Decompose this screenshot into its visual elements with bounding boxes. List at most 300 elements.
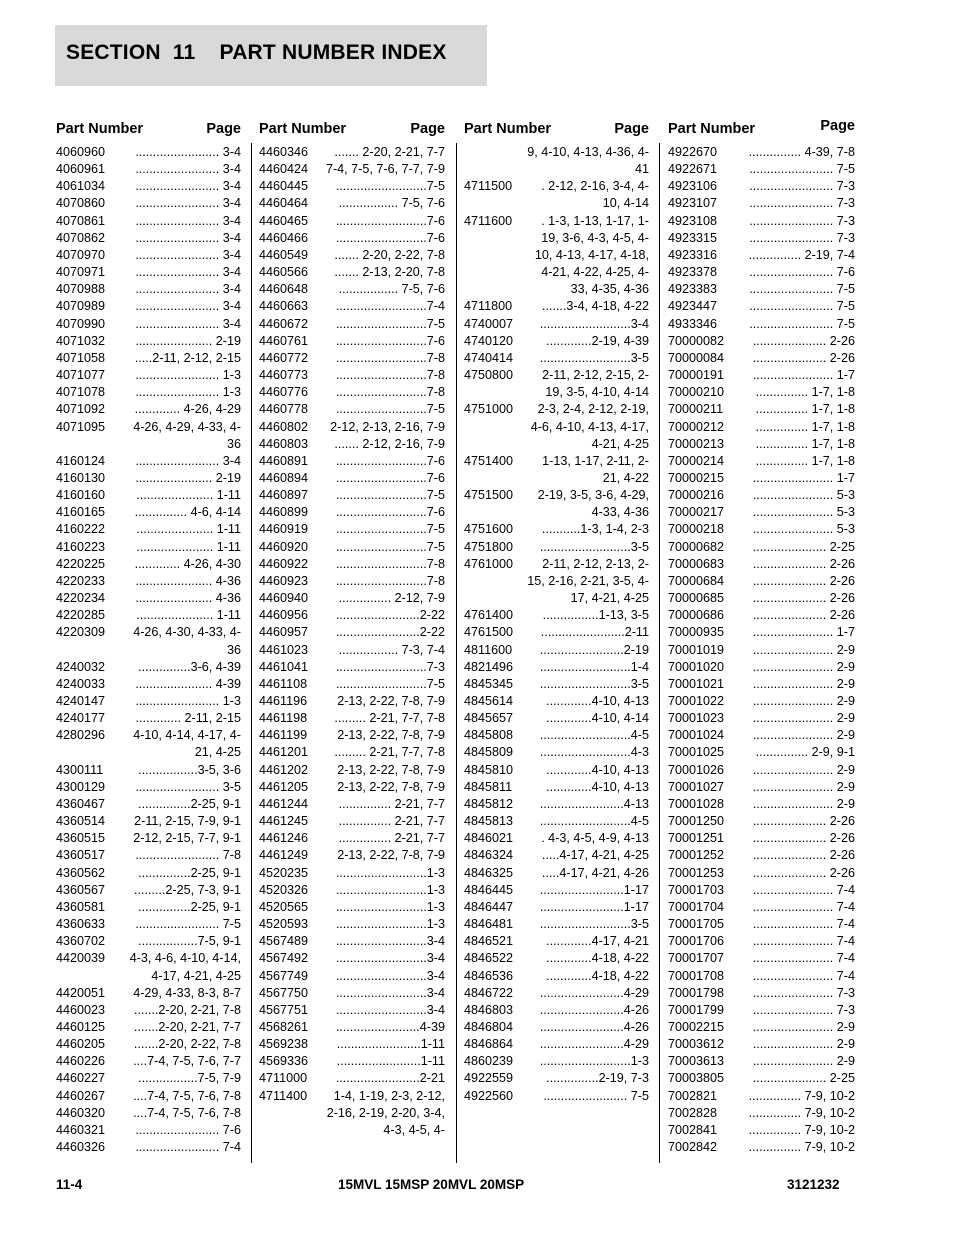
index-entry	[464, 796, 649, 813]
index-entry	[464, 401, 649, 452]
part-number: 70001707	[668, 951, 725, 966]
part-number: 70001025	[668, 745, 725, 760]
page-reference: 2-11, 2-12, 2-13, 2-15, 2-16, 2-21, 3-5, 4-17, 4-21, 4-25	[527, 556, 649, 606]
index-entry	[668, 316, 855, 333]
page-reference: ........................ 3-4	[135, 247, 241, 262]
page-reference: ..........................3-4	[335, 934, 445, 949]
page-reference: ........................2-11	[540, 625, 649, 640]
index-entry	[56, 916, 241, 933]
page-reference: 2-13, 2-22, 7-8, 7-9	[337, 762, 445, 777]
index-entry	[464, 899, 649, 916]
page-reference: ............... 2-9, 9-1	[755, 745, 855, 760]
part-number: 4070861	[56, 213, 106, 228]
part-number: 4220225	[56, 556, 106, 571]
page-reference: ..........................7-8	[335, 368, 445, 383]
index-entry	[668, 213, 855, 230]
page-reference: ....................... 7-3	[752, 1002, 855, 1017]
part-number: 4070989	[56, 299, 106, 314]
part-number: 4761000	[464, 556, 514, 571]
column-divider	[659, 143, 660, 1163]
index-entry	[668, 487, 855, 504]
column-divider	[251, 143, 252, 1163]
page-reference: ........................ 7-5	[749, 316, 855, 331]
part-number: 4460326	[56, 1140, 106, 1155]
page-reference: ..........................3-4	[335, 968, 445, 983]
index-entry	[668, 195, 855, 212]
part-number: 70003805	[668, 1071, 725, 1086]
index-entry	[259, 676, 445, 693]
part-number: 4160165	[56, 505, 106, 520]
page-reference: ..........................7-5	[335, 539, 445, 554]
index-entry	[464, 762, 649, 779]
page-reference: ....... 2-20, 2-21, 7-7	[334, 145, 445, 159]
page-reference: ..........................4-5	[539, 814, 649, 829]
page-reference: . 4-3, 4-5, 4-9, 4-13	[541, 831, 649, 846]
index-entry	[56, 539, 241, 556]
index-entry	[464, 968, 649, 985]
page-reference: ............... 1-7, 1-8	[755, 385, 855, 400]
index-entry	[464, 882, 649, 899]
page-reference: ..................... 2-25	[752, 539, 855, 554]
footer-page-number: 11-4	[56, 1177, 83, 1192]
index-entry	[668, 350, 855, 367]
part-number: 4711000	[259, 1071, 308, 1086]
page-reference: 9, 4-10, 4-13, 4-36, 4-41	[527, 145, 649, 177]
part-number: 4070988	[56, 282, 106, 297]
page-reference: ....................... 1-7	[752, 625, 855, 640]
part-number: 4460023	[56, 1002, 106, 1017]
page-reference: .............2-19, 4-39	[546, 333, 649, 348]
page-reference: ........................ 3-4	[135, 230, 241, 245]
part-number: 70001704	[668, 899, 725, 914]
page-reference: ...................... 4-36	[135, 573, 241, 588]
page-reference: ....................... 2-9	[752, 796, 855, 811]
index-entry	[668, 1053, 855, 1070]
index-entry	[259, 1019, 445, 1036]
page-reference: ..........................3-4	[539, 316, 649, 331]
page-reference: ..........................7-5	[335, 522, 445, 537]
index-entry	[56, 933, 241, 950]
index-entry	[464, 453, 649, 487]
part-number: 70001027	[668, 779, 725, 794]
index-entry	[464, 487, 649, 521]
part-number: 4071078	[56, 385, 106, 400]
index-entry	[259, 401, 445, 418]
part-number: 4845811	[464, 779, 513, 794]
page-reference: ........................ 7-5	[543, 1088, 649, 1103]
part-number: 4061034	[56, 179, 106, 194]
page-reference: .............4-10, 4-14	[546, 711, 649, 726]
index-entry	[464, 779, 649, 796]
index-entry	[259, 590, 445, 607]
part-number: 4846447	[464, 899, 514, 914]
part-number: 4160223	[56, 539, 106, 554]
index-entry	[56, 453, 241, 470]
index-entry	[668, 1122, 855, 1139]
part-number: 4567749	[259, 968, 309, 983]
part-number: 70000212	[668, 419, 725, 434]
index-entry	[259, 213, 445, 230]
index-entry	[56, 178, 241, 195]
part-number: 4460894	[259, 470, 309, 485]
index-entry	[668, 470, 855, 487]
page-reference: ..................... 2-26	[752, 350, 855, 365]
page-reference: 2-13, 2-22, 7-8, 7-9	[337, 694, 445, 708]
page-reference: ....................... 5-3	[752, 488, 855, 503]
page-reference: 2-13, 2-22, 7-8, 7-9	[337, 779, 445, 794]
page-reference: ..........................7-8	[335, 573, 445, 588]
part-number-heading: Part Number	[464, 121, 552, 137]
index-entry	[56, 521, 241, 538]
part-number: 4460566	[259, 265, 309, 280]
page-reference: .......2-20, 2-22, 7-8	[133, 1037, 241, 1052]
index-entry	[259, 968, 445, 985]
part-number: 4846864	[464, 1037, 514, 1052]
part-number: 70000211	[668, 402, 724, 417]
part-number: 70000191	[668, 368, 725, 383]
index-entry	[56, 1053, 241, 1070]
part-number: 4060961	[56, 162, 106, 177]
page-reference: .............4-18, 4-22	[546, 968, 649, 983]
index-entry	[259, 1036, 445, 1053]
index-entry	[464, 1019, 649, 1036]
page-reference: ................. 7-5, 7-6	[338, 282, 445, 297]
page-reference: ........................ 7-3	[749, 213, 855, 228]
part-number: 4360467	[56, 796, 106, 811]
index-entry	[56, 985, 241, 1002]
index-entry	[259, 195, 445, 212]
part-number: 70001798	[668, 985, 725, 1000]
index-column-4	[668, 118, 855, 1156]
page-reference: ....................... 5-3	[752, 522, 855, 537]
page-reference: ........................4-29	[539, 1037, 649, 1052]
part-number: 4160222	[56, 522, 106, 537]
page-reference: 2-13, 2-22, 7-8, 7-9	[337, 728, 445, 743]
index-entry	[464, 865, 649, 882]
index-entry	[259, 333, 445, 350]
page-reference: ........................ 7-6	[749, 265, 855, 280]
part-number: 4846521	[464, 934, 514, 949]
index-entry	[668, 676, 855, 693]
part-number: 70001022	[668, 694, 725, 708]
index-entry	[668, 882, 855, 899]
index-entry	[259, 316, 445, 333]
index-entry	[464, 916, 649, 933]
part-number: 4460672	[259, 316, 309, 331]
index-entry	[668, 401, 855, 418]
part-number: 4460772	[259, 350, 309, 365]
page-reference: ........................ 7-3	[749, 196, 855, 211]
index-entry	[668, 333, 855, 350]
page-reference: ...................... 1-11	[136, 539, 241, 554]
page-reference: .......2-20, 2-21, 7-8	[133, 1002, 241, 1017]
index-entry	[668, 161, 855, 178]
part-number: 4460802	[259, 419, 309, 434]
part-number: 4220233	[56, 573, 106, 588]
part-number: 4070970	[56, 247, 106, 262]
part-number: 4923447	[668, 299, 718, 314]
part-number: 4821496	[464, 659, 514, 674]
part-number: 4460920	[259, 539, 309, 554]
part-number: 4460891	[259, 453, 309, 468]
index-entry	[668, 985, 855, 1002]
page-reference: ..........................7-6	[335, 470, 445, 485]
page-reference: ...........1-3, 1-4, 2-3	[541, 522, 649, 537]
index-entry	[56, 882, 241, 899]
page-reference: .............4-18, 4-22	[546, 951, 649, 966]
index-entry	[259, 161, 445, 178]
page-reference: ..................... 2-26	[752, 608, 855, 623]
part-number: 4420039	[56, 951, 106, 966]
index-entry	[668, 384, 855, 401]
index-entry	[259, 813, 445, 830]
index-entry	[56, 470, 241, 487]
page-reference: ..........................4-3	[539, 745, 649, 760]
part-number: 4761400	[464, 608, 514, 623]
part-number: 4845809	[464, 745, 514, 760]
index-entry	[56, 367, 241, 384]
index-entry	[56, 590, 241, 607]
page-reference: ............... 2-12, 7-9	[338, 591, 445, 606]
index-entry	[56, 247, 241, 264]
page-reference: ....................... 7-4	[752, 917, 855, 932]
index-entry	[259, 230, 445, 247]
page-reference: ....7-4, 7-5, 7-6, 7-8	[133, 1088, 241, 1103]
part-number: 4923316	[668, 247, 718, 262]
part-number: 70000084	[668, 350, 725, 365]
index-entry	[56, 830, 241, 847]
page-reference: ........................4-29	[539, 985, 649, 1000]
index-entry	[56, 710, 241, 727]
page-reference: ..........................1-4	[539, 659, 649, 674]
part-number: 4567751	[259, 1002, 309, 1017]
part-number: 4923383	[668, 282, 718, 297]
index-entry	[668, 710, 855, 727]
index-entry	[259, 281, 445, 298]
part-number: 4160160	[56, 488, 106, 503]
page-reference: ........................ 3-4	[135, 265, 241, 280]
index-entry	[259, 247, 445, 264]
page-reference: ............... 7-9, 10-2	[748, 1122, 855, 1137]
index-entry	[56, 419, 241, 453]
index-entry	[464, 830, 649, 847]
part-number: 4460919	[259, 522, 309, 537]
page-reference: ........................1-17	[539, 882, 649, 897]
part-number: 70001251	[668, 831, 725, 846]
page-reference: .............4-10, 4-13	[546, 779, 649, 794]
index-entry	[668, 590, 855, 607]
page-reference: ....................... 7-4	[752, 951, 855, 966]
index-entry	[668, 813, 855, 830]
part-number: 70000216	[668, 488, 725, 503]
part-number: 4460803	[259, 436, 309, 451]
index-entry	[56, 847, 241, 864]
part-number: 70003612	[668, 1037, 725, 1052]
part-number: 70001799	[668, 1002, 725, 1017]
part-number: 70000217	[668, 505, 725, 520]
page-reference: ..................... 2-26	[752, 814, 855, 829]
part-number: 4845813	[464, 814, 514, 829]
page-reference: ........................ 3-5	[135, 779, 241, 794]
index-entry	[259, 624, 445, 641]
part-number: 4461108	[259, 676, 308, 691]
page-reference: ........................4-39	[335, 1019, 445, 1034]
index-entry	[668, 607, 855, 624]
page-reference: ....................... 2-9	[752, 642, 855, 657]
page-reference: ..........................7-8	[335, 556, 445, 571]
page-reference: ............... 2-21, 7-7	[338, 796, 445, 811]
part-number: 4846481	[464, 917, 514, 932]
page-reference: ........................2-22	[335, 625, 445, 640]
part-number: 4846325	[464, 865, 514, 880]
index-entry	[668, 230, 855, 247]
index-entry	[56, 607, 241, 624]
part-number: 4520565	[259, 899, 309, 914]
part-number: 70001703	[668, 882, 725, 897]
index-entry	[56, 659, 241, 676]
column-header	[56, 118, 241, 144]
index-entry	[668, 178, 855, 195]
part-number: 4240147	[56, 694, 106, 708]
part-number: 70000218	[668, 522, 725, 537]
index-entry	[259, 144, 445, 161]
part-number: 4280296	[56, 728, 106, 743]
index-entry	[56, 676, 241, 693]
page-reference: ......... 2-21, 7-7, 7-8	[334, 711, 445, 726]
page-reference: ................. 7-3, 7-4	[338, 642, 445, 657]
page-reference: ........................ 7-8	[135, 848, 241, 863]
part-number: 4071092	[56, 402, 106, 417]
part-number: 4860239	[464, 1054, 514, 1069]
part-number: 4070971	[56, 265, 106, 280]
part-number: 70001252	[668, 848, 725, 863]
part-number: 4460761	[259, 333, 309, 348]
part-number: 70001706	[668, 934, 725, 949]
index-entry	[56, 762, 241, 779]
index-entry	[668, 744, 855, 761]
part-number: 4460346	[259, 145, 309, 159]
index-entry	[259, 744, 445, 761]
index-entry	[668, 1002, 855, 1019]
page-reference: 4-26, 4-29, 4-33, 4-36	[133, 419, 241, 451]
page-reference: .....4-17, 4-21, 4-25	[541, 848, 649, 863]
index-entry	[56, 727, 241, 761]
part-number: 4923108	[668, 213, 718, 228]
page-reference: ............... 1-7, 1-8	[755, 402, 855, 417]
index-entry	[464, 333, 649, 350]
page-reference: ............... 1-7, 1-8	[755, 419, 855, 434]
page-reference: .......2-20, 2-21, 7-7	[133, 1019, 241, 1034]
index-entry	[668, 1088, 855, 1105]
part-number: 70000686	[668, 608, 725, 623]
index-entry	[259, 830, 445, 847]
page-reference: ..........................1-3	[335, 899, 445, 914]
index-entry	[464, 1002, 649, 1019]
page-reference: ........................ 3-4	[135, 196, 241, 211]
page-reference: ........................4-26	[539, 1019, 649, 1034]
page-reference: ........................2-22	[335, 608, 445, 623]
index-column-1	[56, 118, 241, 1156]
page-reference: .....2-11, 2-12, 2-15	[134, 350, 241, 365]
index-entry	[56, 213, 241, 230]
index-entry	[259, 470, 445, 487]
index-entry	[259, 419, 445, 436]
page-reference: ....7-4, 7-5, 7-6, 7-7	[133, 1054, 241, 1069]
page-reference: .................7-5, 7-9	[138, 1071, 241, 1086]
part-number: 70001023	[668, 711, 725, 726]
page-reference: ............. 4-26, 4-29	[134, 402, 241, 417]
page-reference: ........................ 3-4	[135, 299, 241, 314]
part-number: 4569336	[259, 1054, 309, 1069]
part-number: 4923106	[668, 179, 718, 194]
part-number: 4567492	[259, 951, 309, 966]
page-reference: .........2-25, 7-3, 9-1	[133, 882, 241, 897]
part-number: 4460466	[259, 230, 309, 245]
index-entry	[259, 350, 445, 367]
index-entry	[668, 436, 855, 453]
page-reference: ....................... 1-7	[752, 368, 855, 383]
index-entry	[668, 1070, 855, 1087]
index-entry	[259, 367, 445, 384]
page-heading: Page	[614, 121, 649, 137]
index-entry	[56, 779, 241, 796]
index-entry	[56, 1036, 241, 1053]
index-entry	[259, 1002, 445, 1019]
index-entry	[668, 830, 855, 847]
page-reference: ...................... 4-36	[135, 591, 241, 606]
page-reference: ..........................7-5	[335, 179, 445, 194]
page-reference: ........................ 3-4	[135, 453, 241, 468]
index-entry	[668, 556, 855, 573]
page-reference: ....7-4, 7-5, 7-6, 7-8	[133, 1105, 241, 1120]
part-number: 4460205	[56, 1037, 106, 1052]
index-entry	[668, 916, 855, 933]
part-number: 70001705	[668, 917, 725, 932]
index-entry	[464, 933, 649, 950]
part-number: 4460227	[56, 1071, 106, 1086]
index-entry	[56, 573, 241, 590]
page-reference: ....................... 7-4	[752, 968, 855, 983]
index-entry	[259, 642, 445, 659]
page-reference: 1-4, 1-19, 2-3, 2-12, 2-16, 2-19, 2-20, 3-4, 4-3, 4-5, 4-	[326, 1088, 445, 1137]
part-number: 4160124	[56, 453, 106, 468]
part-number: 4711800	[464, 299, 513, 314]
index-entry	[259, 865, 445, 882]
index-entry	[56, 264, 241, 281]
index-entry	[259, 607, 445, 624]
page-reference: ........................1-17	[539, 899, 649, 914]
page-reference: 2-13, 2-22, 7-8, 7-9	[337, 848, 445, 863]
index-entry	[56, 1122, 241, 1139]
page-reference: ...............2-25, 9-1	[138, 865, 241, 880]
index-entry	[56, 1070, 241, 1087]
part-number: 4460424	[259, 162, 309, 177]
index-entry	[464, 213, 649, 299]
part-number: 70001019	[668, 642, 725, 657]
page-reference: 4-10, 4-14, 4-17, 4-21, 4-25	[133, 728, 241, 760]
page-reference: ..........................3-4	[335, 951, 445, 966]
page-reference: ..................... 2-26	[752, 831, 855, 846]
page-reference: ..................... 2-26	[752, 865, 855, 880]
part-number	[464, 144, 527, 178]
part-number: 4300129	[56, 779, 106, 794]
page-reference: .................3-5, 3-6	[138, 762, 241, 777]
index-entry	[56, 350, 241, 367]
index-entry	[668, 419, 855, 436]
part-number: 4460549	[259, 247, 309, 262]
page-reference: ........................4-13	[539, 796, 649, 811]
page-reference: ........................ 1-3	[135, 385, 241, 400]
